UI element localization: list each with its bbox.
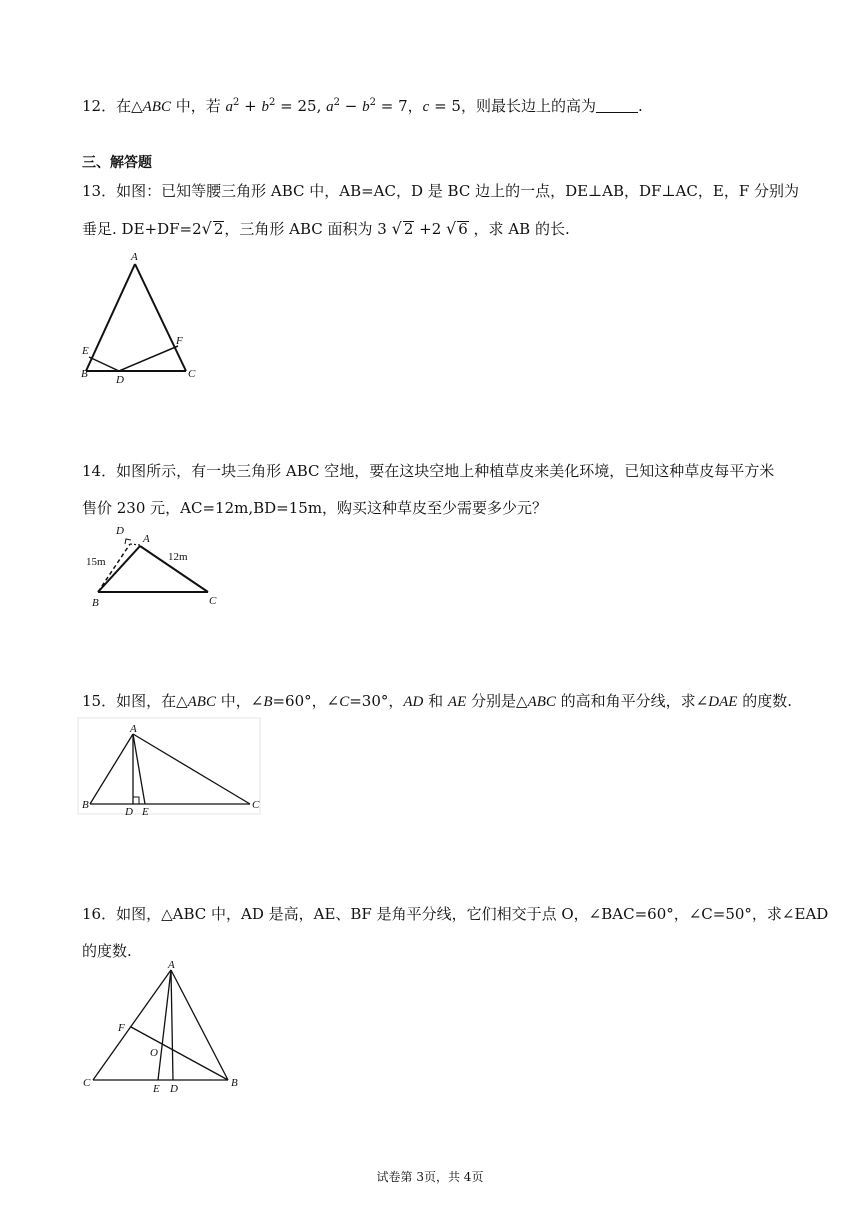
label-B: B (231, 1077, 238, 1089)
question-14-line2: 售价 230 元，AC=12m,BD=15m，购买这种草皮至少需要多少元？ (82, 499, 548, 517)
label-ac: 12m (168, 551, 188, 563)
q15-math: AD (403, 694, 424, 710)
question-15 (82, 690, 792, 711)
figure-q14 (80, 520, 230, 610)
q12-var: b (261, 99, 270, 115)
q15-text: 15．如图，在 (82, 692, 177, 710)
q12-number: 12． (82, 97, 117, 115)
label-B: B (92, 597, 99, 609)
label-D: D (170, 1083, 178, 1095)
label-E: E (153, 1083, 160, 1095)
label-C: C (188, 368, 196, 380)
q13-text: +2 (414, 220, 447, 238)
q15-text: 中， (215, 692, 251, 710)
q12-op: = 5 (429, 97, 461, 115)
label-B: B (81, 368, 88, 380)
label-D: D (116, 374, 124, 386)
q12-op: = 7 (375, 97, 408, 115)
section-title: 三、解答题 (82, 154, 152, 170)
question-13-line2: 垂足. DE+DF=2√ 2，三角形 ABC 面积为 3 √ 2 +2 √ 6 ，求 AB 的长. (82, 219, 570, 238)
q15-math: ∠C (326, 694, 350, 710)
label-A: A (131, 251, 138, 263)
question-13-line1: 13．如图：已知等腰三角形 ABC 中，AB=AC，D 是 BC 边上的一点，DE⊥AB，DF⊥AC，E，F 分别为 (82, 182, 799, 200)
label-O: O (150, 1047, 158, 1059)
q15-math: AE (447, 694, 467, 710)
label-A: A (168, 959, 175, 971)
label-F: F (176, 335, 183, 347)
q12-op: + (239, 97, 262, 115)
label-D: D (125, 806, 133, 818)
label-A: A (143, 533, 150, 545)
q12-var: c (422, 99, 430, 115)
figure-q13 (78, 250, 208, 385)
q15-text: =60°， (272, 692, 327, 710)
q15-math: △ABC (516, 694, 556, 710)
label-E: E (142, 806, 149, 818)
q12-sep: ， (407, 97, 423, 115)
question-16-line1: 16．如图，△ABC 中，AD 是高，AE、BF 是角平分线，它们相交于点 O，∠BAC=60°，∠C=50°，求∠EAD (82, 905, 829, 923)
q15-text: 的高和角平分线，求 (555, 692, 696, 710)
q15-math: ∠B (250, 694, 273, 710)
label-F: F (118, 1022, 125, 1034)
q12-text: 中，若 (170, 97, 226, 115)
label-B: B (82, 799, 89, 811)
q12-text: ，则最长边上的高为 (460, 97, 596, 115)
label-D: D (116, 525, 124, 537)
q13-text: ，求 AB 的长. (468, 220, 570, 238)
figure-q16 (78, 958, 248, 1098)
q12-text: 在 (116, 97, 132, 115)
q13-radicand: 6 (458, 220, 468, 238)
page-footer: 试卷第 3页，共 4页 (376, 1170, 484, 1184)
question-12: 12．在△ABC 中，若 $a^2 + b^2 = 25$, $a^2 - b^2 = 7$，c = 5，则最长边上的高为 . (82, 97, 643, 115)
q15-text: =30°， (349, 692, 404, 710)
q15-text: 的度数. (737, 692, 792, 710)
label-C: C (83, 1077, 91, 1089)
q15-text: 和 (423, 692, 448, 710)
q12-triangle: △ABC (131, 99, 171, 115)
q15-text: 分别是 (466, 692, 517, 710)
question-14-line1: 14．如图所示，有一块三角形 ABC 空地，要在这块空地上种植草皮来美化环境，已知这种草皮每平方米 (82, 462, 775, 480)
q12-end: . (638, 97, 643, 115)
q13-radicand: 2 (213, 220, 224, 238)
question-16-line2: 的度数. (82, 942, 132, 960)
label-C: C (252, 799, 260, 811)
q12-var: b (362, 99, 370, 115)
q12-op: − (340, 97, 363, 115)
q12-var: a (326, 99, 334, 115)
q13-text: ，三角形 ABC 面积为 3 (224, 220, 392, 238)
figure-q15 (78, 718, 268, 818)
q13-radicand: 2 (403, 220, 414, 238)
label-C: C (209, 595, 217, 607)
label-A: A (130, 723, 137, 735)
q15-math: △ABC (176, 694, 216, 710)
answer-blank[interactable] (596, 100, 638, 113)
q15-math: ∠DAE (695, 694, 738, 710)
q12-var: a (225, 99, 234, 115)
q13-text: 垂足. DE+DF=2 (82, 220, 202, 238)
q12-op: = 25, (275, 97, 327, 115)
label-E: E (82, 345, 89, 357)
label-bd: 15m (86, 556, 106, 568)
